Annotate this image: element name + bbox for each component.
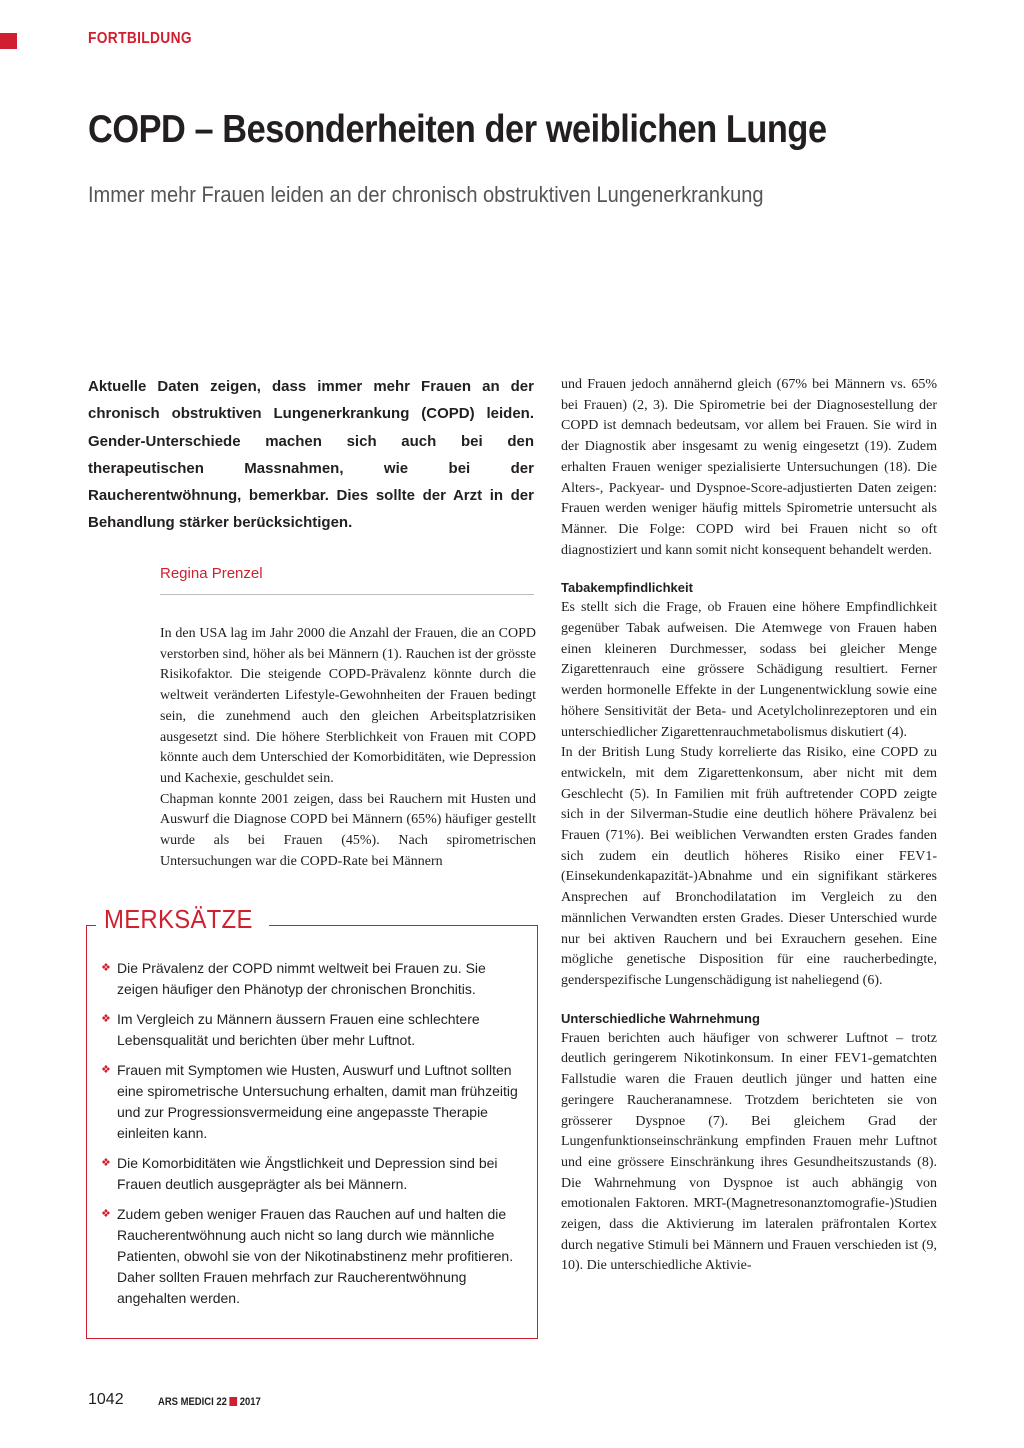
section-heading: Tabakempfindlichkeit [561,580,693,596]
body-paragraph: Chapman konnte 2001 zeigen, dass bei Rauchern mit Husten und Auswurf die Diagnose COPD bei Männern (65%) häufiger gestellt wurde als bei Frauen (45%). Nach spirometrischen Untersuchungen war die COPD-Rate bei Männern [160,791,536,869]
list-item [101,1204,521,1309]
journal-name: ARS MEDICI 22 [158,1396,227,1408]
right-column [561,375,937,1277]
merksaetze-list [101,958,521,1318]
section-heading: Unterschiedliche Wahrnehmung [561,1010,760,1026]
diamond-bullet-icon: ❖ [101,1157,111,1169]
body-paragraph: Frauen berichten auch häufiger von schwerer Luftnot – trotz deutlich geringerem Nikotinkonsum. In einer FEV1-gematchten Fallstudie waren die Frauen deutlich jünger und hatten eine geringere Raucheranamnese. Trotzdem berichteten sie von grösserer Dyspnoe (7). Bei gleichem Grad der Lungenfunktionseinschränkung empfinden Frauen mehr Luftnot und eine grössere Einschränkung ihres Gesundheitszustands (8). Die Wahrnehmung von Dyspnoe ist auch abhängig von emotionalen Faktoren. MRT-(Magnetresonanztomografie-)Studien zeigen, dass die Aktivierung im lateralen präfrontalen Kortex durch negative Stimuli bei Männern und Frauen verschieden ist (9, 10). Die unterschiedliche Aktivie- [561,1030,937,1274]
box-top-border [86,925,96,926]
square-icon [229,1397,237,1406]
diamond-bullet-icon: ❖ [101,1064,111,1076]
box-top-border [269,925,538,926]
page-number: 1042 [88,1391,124,1408]
merksaetze-title: MERKSÄTZE [104,904,253,934]
journal-year: 2017 [239,1396,261,1408]
journal-info [158,1396,261,1408]
list-item-text: Frauen mit Symptomen wie Husten, Auswurf und Luftnot sollten eine spirometrische Untersuchung erhalten, damit man frühzeitig und zur Progressionsvermeidung eine angepasste Therapie einleiten kann. [117,1062,518,1141]
list-item-text: Im Vergleich zu Männern äussern Frauen eine schlechtere Lebensqualität und berichten über mehr Luftnot. [117,1011,480,1048]
body-paragraph: In der British Lung Study korrelierte das Risiko, eine COPD zu entwickeln, mit dem Zigarettenkonsum, aber nicht mit dem Geschlecht (5). In Familien mit früh auftretender COPD zeigte sich in der Silverman-Studie eine deutlich höhere Prävalenz bei Frauen (71%). Bei weiblichen Verwandten ersten Grades fanden sich zudem ein deutlich höheres Risiko einer FEV1-(Einsekundenkapazität-)Abnahme und ein signifikant stärkeres Ansprechen auf Bronchodilatation im Vergleich zu den männlichen Verwandten ersten Grades. Dieser Unterschied wurde nur bei aktiven Rauchern und bei Exrauchern gesehen. Eine mögliche genetische Disposition für eine raucherbedingte, genderspezifische Lungenschädigung ist naheliegend (6). [561,745,937,988]
article-subtitle: Immer mehr Frauen leiden an der chronisch obstruktiven Lungenerkrankung [88,182,764,207]
section-label: FORTBILDUNG [88,30,192,47]
author-divider [160,594,534,595]
diamond-bullet-icon: ❖ [101,962,111,974]
list-item [101,1060,521,1144]
left-column [160,624,536,872]
list-item-text: Die Prävalenz der COPD nimmt weltweit bei Frauen zu. Sie zeigen häufiger den Phänotyp der chronischen Bronchitis. [117,960,486,997]
list-item [101,958,521,1000]
list-item [101,1009,521,1051]
diamond-bullet-icon: ❖ [101,1208,111,1220]
body-paragraph: In den USA lag im Jahr 2000 die Anzahl der Frauen, die an COPD verstorben sind, höher als bei Männern (1). Rauchen ist der grösste Risikofaktor. Die steigende COPD-Prävalenz könnte durch die weltweit veränderten Lifestyle-Gewohnheiten der Frauen bedingt sein, die zunehmend auch den gleichen Arbeitsplatzrisiken ausgesetzt sind. Die höhere Sterblichkeit von Frauen mit COPD könnte auch dem Unterschied der Komorbiditäten, wie Depression und Kachexie, geschuldet sein. [160,626,536,786]
article-author: Regina Prenzel [160,565,263,582]
article-lead: Aktuelle Daten zeigen, dass immer mehr Frauen an der chronisch obstruktiven Lungenerkrankung (COPD) leiden. Gender-Unterschiede machen sich auch bei den therapeutischen Massnahmen, wie bei der Raucherentwöhnung, bemerkbar. Dies sollte der Arzt in der Behandlung stärker berücksichtigen. [88,378,534,532]
article-title: COPD – Besonderheiten der weiblichen Lunge [88,108,827,151]
body-paragraph: Es stellt sich die Frage, ob Frauen eine höhere Empfindlichkeit gegenüber Tabak aufweisen. Die Atemwege von Frauen haben einen kleineren Durchmesser, sodass bei gleicher Menge Zigarettenrauch eine grössere Schädigung resultiert. Ferner werden hormonelle Effekte in der Lungenentwicklung sowie eine höhere Sensitivität der Beta- und Acetylcholinrezeptoren und ein unterschiedlicher Zigarettenrauchmetabolismus diskutiert (4). [561,600,937,740]
section-marker [0,33,17,49]
list-item [101,1153,521,1195]
list-item-text: Zudem geben weniger Frauen das Rauchen auf und halten die Raucherentwöhnung auch nicht so lang durch wie männliche Patienten, obwohl sie von der Nikotinabstinenz mehr profitieren. Daher sollten Frauen mehrfach zur Raucherentwöhnung angehalten werden. [117,1206,514,1306]
body-paragraph: und Frauen jedoch annähernd gleich (67% bei Männern vs. 65% bei Frauen) (2, 3). Die Spirometrie bei der Diagnosestellung der COPD ist demnach bedeutsam, vor allem bei Frauen. Sie wird in der Diagnostik aber insgesamt zu wenig eingesetzt (19). Zudem erhalten Frauen weniger spezialisierte Untersuchungen (18). Die Alters-, Packyear- und Dyspnoe-Score-adjustierten Daten zeigen: Frauen werden weniger häufig mittels Spirometrie untersucht als Männer. Die Folge: COPD wird bei Frauen nicht so oft diagnostiziert und kann somit nicht konsequent behandelt werden. [561,377,937,558]
diamond-bullet-icon: ❖ [101,1013,111,1025]
list-item-text: Die Komorbiditäten wie Ängstlichkeit und Depression sind bei Frauen deutlich ausgeprägter als bei Männern. [117,1155,498,1192]
